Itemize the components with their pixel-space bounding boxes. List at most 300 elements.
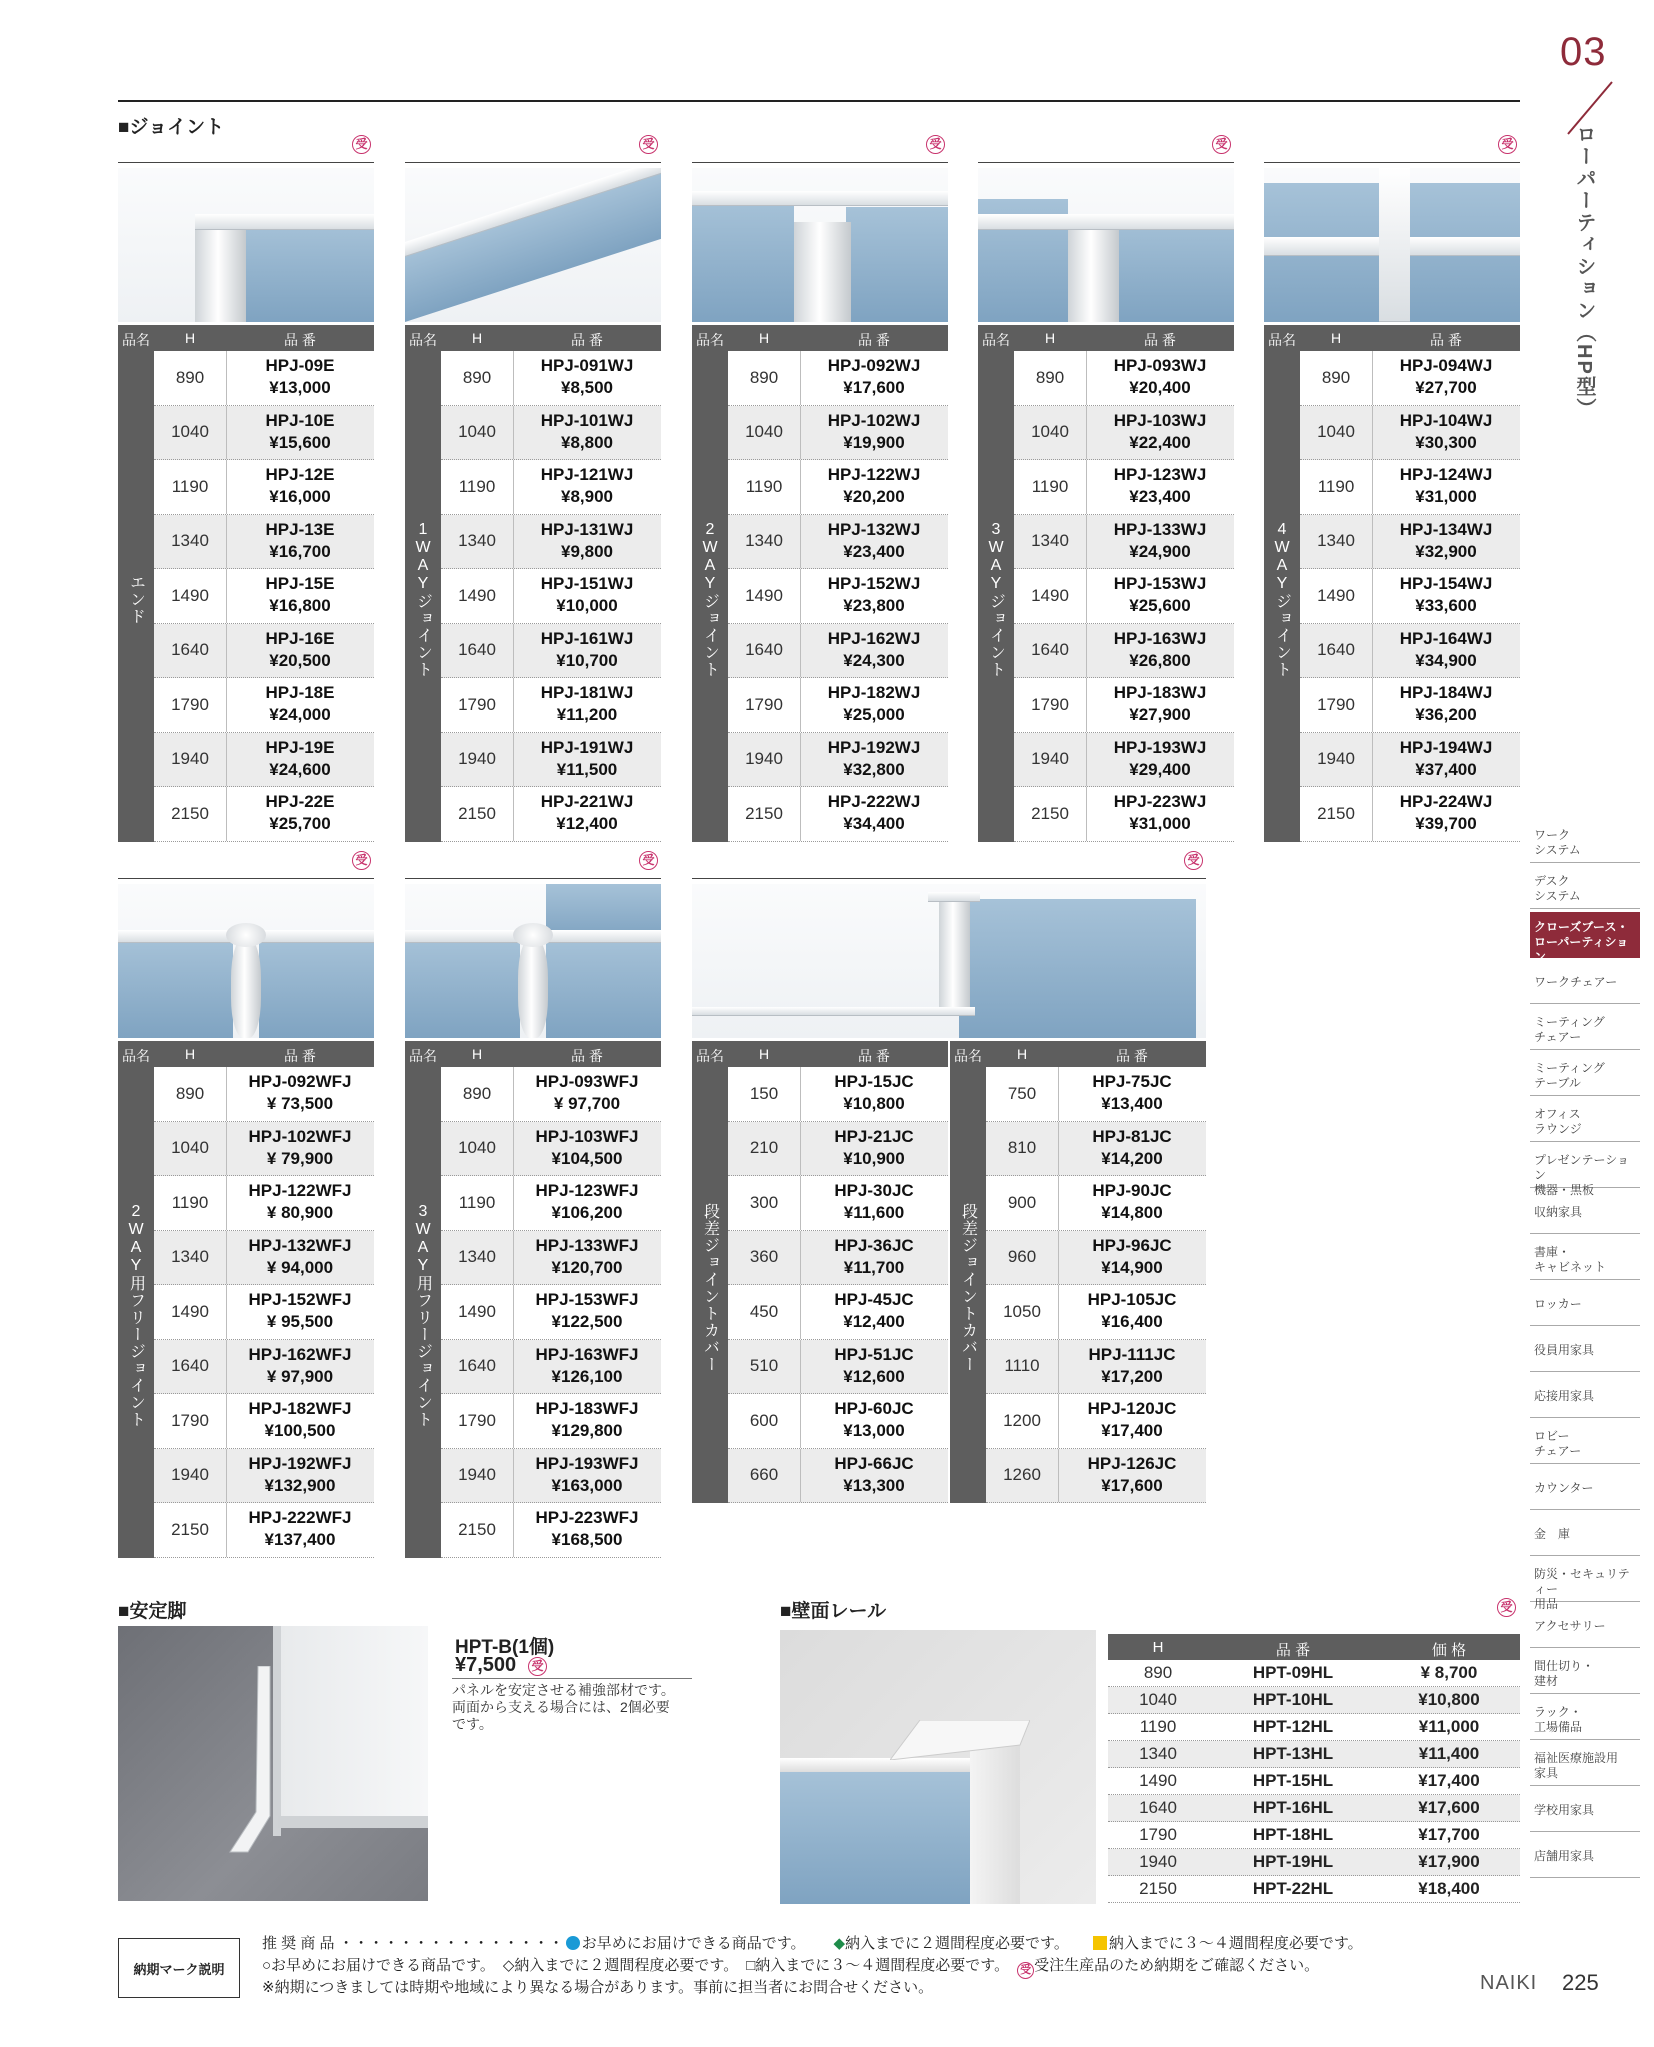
product-price: ¥13,400	[1101, 1094, 1163, 1113]
sidebar-label-line: カウンター	[1534, 1481, 1594, 1495]
header-h: H	[1330, 330, 1342, 346]
product-code: HPJ-111JC	[1088, 1344, 1176, 1364]
sidebar-label-line: 機器・黒板	[1534, 1183, 1595, 1197]
table-row	[441, 1067, 661, 1122]
table-row	[986, 1394, 1206, 1449]
table-row	[728, 1231, 948, 1286]
product-code: HPJ-092WJ	[827, 356, 921, 375]
table-row	[728, 406, 948, 461]
blue-dot-icon	[566, 1936, 580, 1950]
product-category-label: 段差ジョイントカバー	[950, 1067, 986, 1503]
height-value: 890	[749, 367, 779, 387]
sidebar-category-link[interactable]	[1530, 1513, 1640, 1556]
rail-header-code: 品 番	[1275, 1642, 1311, 1659]
stand-desc-line: パネルを安定させる補強部材です。	[452, 1682, 675, 1698]
product-code: HPT-10HL	[1252, 1690, 1334, 1709]
product-price: ¥27,900	[1129, 705, 1191, 724]
height-value: 1190	[458, 476, 496, 496]
height-value: 1260	[1003, 1465, 1041, 1485]
product-code: HPJ-102WFJ	[248, 1126, 352, 1146]
header-name: 品名	[122, 332, 150, 348]
product-table	[692, 325, 948, 842]
stand-photo	[118, 1626, 428, 1901]
product-category-label: 4WAYジョイント	[1264, 351, 1300, 842]
sidebar-category-link[interactable]	[1530, 1421, 1640, 1464]
sidebar-category-link[interactable]	[1530, 1467, 1640, 1510]
product-price: ¥24,000	[269, 705, 331, 724]
sidebar-label-line: 収納家具	[1534, 1205, 1583, 1219]
table-row	[1014, 460, 1234, 515]
product-code: HPJ-151WJ	[540, 574, 634, 593]
table-row	[728, 1394, 948, 1449]
product-price: ¥104,500	[551, 1148, 623, 1168]
product-code: HPJ-75JC	[1092, 1072, 1172, 1091]
sidebar-label-line: 用品	[1534, 1597, 1559, 1611]
sidebar-category-link[interactable]	[1530, 1283, 1640, 1326]
table-header	[692, 1041, 948, 1067]
product-price: ¥17,400	[1418, 1771, 1480, 1790]
height-value: 1640	[171, 640, 209, 660]
stand-desc-line: です。	[452, 1716, 493, 1732]
product-code: HPJ-15JC	[834, 1072, 914, 1091]
sidebar-category-link[interactable]	[1530, 961, 1640, 1004]
sidebar-category-link[interactable]	[1530, 1329, 1640, 1372]
product-code: HPJ-184WJ	[1399, 683, 1493, 702]
height-value: 890	[175, 1083, 205, 1103]
sidebar-label-line: オフィス	[1534, 1107, 1581, 1121]
product-code: HPJ-222WFJ	[248, 1508, 352, 1527]
made-to-order-badge: 受	[639, 851, 658, 870]
product-price: ¥39,700	[1415, 814, 1477, 833]
product-price: ¥16,400	[1101, 1312, 1163, 1331]
sidebar-category-link[interactable]	[1530, 1789, 1640, 1832]
sidebar-label-line: ラック・	[1534, 1705, 1582, 1719]
height-value: 1790	[171, 694, 209, 714]
height-value: 750	[1007, 1083, 1037, 1103]
product-price: ¥122,500	[551, 1312, 623, 1331]
section-title-stand: ■安定脚	[118, 1601, 187, 1622]
product-price: ¥126,100	[551, 1366, 623, 1386]
product-code: HPJ-60JC	[834, 1399, 914, 1418]
height-value: 1940	[1031, 749, 1069, 769]
sidebar-label-line: クローズブース・	[1534, 920, 1629, 934]
height-value: 2150	[745, 803, 783, 823]
product-code: HPJ-194WJ	[1399, 737, 1493, 757]
height-value: 1190	[1139, 1717, 1177, 1736]
sidebar-label-line: ミーティング	[1534, 1061, 1605, 1075]
sidebar-label-line: 役員用家具	[1534, 1343, 1595, 1357]
product-code: HPJ-093WFJ	[535, 1072, 639, 1091]
product-code: HPJ-192WFJ	[248, 1453, 352, 1473]
product-price: ¥14,200	[1101, 1148, 1163, 1168]
height-value: 1040	[171, 422, 209, 442]
product-price: ¥23,400	[1129, 487, 1191, 506]
header-name: 品名	[409, 1048, 437, 1064]
stand-description	[452, 1682, 675, 1733]
header-code: 品 番	[284, 332, 316, 348]
product-photo	[978, 168, 1234, 322]
product-price: ¥14,900	[1101, 1257, 1163, 1277]
table-row	[986, 1067, 1206, 1122]
sidebar-category-link[interactable]	[1530, 1375, 1640, 1418]
product-price: ¥ 8,700	[1420, 1663, 1478, 1682]
top-rule	[118, 100, 1520, 102]
height-value: 890	[462, 1083, 492, 1103]
table-row	[986, 1122, 1206, 1177]
header-code: 品 番	[858, 1048, 890, 1064]
height-value: 1940	[171, 1465, 209, 1485]
table-row	[154, 733, 374, 788]
product-code: HPJ-103WJ	[1113, 410, 1207, 430]
sidebar-category-link[interactable]	[1530, 1835, 1640, 1878]
product-category-label: エンド	[118, 351, 154, 842]
table-row	[154, 1340, 374, 1395]
rail-photo	[780, 1630, 1096, 1904]
table-row	[441, 1340, 661, 1395]
height-value: 210	[749, 1138, 779, 1158]
product-price: ¥10,900	[843, 1148, 905, 1168]
sidebar-category-link[interactable]	[1530, 1145, 1640, 1197]
table-row	[441, 1122, 661, 1177]
height-value: 1490	[458, 585, 496, 605]
product-price: ¥25,600	[1129, 596, 1191, 615]
photo-rule	[692, 162, 948, 163]
product-price: ¥8,500	[561, 378, 613, 397]
height-value: 1940	[745, 749, 783, 769]
product-price: ¥ 79,900	[266, 1148, 334, 1168]
height-value: 1490	[458, 1301, 496, 1321]
height-value: 890	[462, 367, 492, 387]
table-row	[1108, 1849, 1520, 1876]
product-price: ¥13,000	[269, 378, 331, 397]
product-photo	[1264, 168, 1520, 322]
height-value: 1640	[171, 1356, 209, 1376]
table-row	[154, 624, 374, 679]
height-value: 1790	[1031, 694, 1069, 714]
height-value: 360	[749, 1247, 779, 1267]
sidebar-category-link[interactable]	[1530, 1237, 1640, 1280]
sidebar-label-line: ロッカー	[1534, 1297, 1582, 1311]
height-value: 900	[1007, 1192, 1037, 1212]
height-value: 890	[1321, 367, 1351, 387]
product-code: HPJ-183WJ	[1113, 683, 1207, 702]
sidebar-category-link[interactable]	[1530, 1697, 1640, 1740]
product-price: ¥17,900	[1418, 1852, 1480, 1871]
sidebar-category-link[interactable]	[1530, 820, 1640, 863]
product-price: ¥25,700	[269, 814, 331, 833]
table-row	[728, 787, 948, 842]
table-row	[154, 515, 374, 570]
product-photo	[692, 168, 948, 322]
stand-product-name: HPT-B(1個)	[455, 1637, 555, 1658]
legend-line-1	[262, 1932, 1363, 1953]
product-code: HPJ-126JC	[1087, 1453, 1177, 1473]
table-header	[978, 325, 1234, 351]
sidebar-label-line: ミーティング	[1534, 1015, 1605, 1029]
table-row	[441, 1231, 661, 1286]
green-diamond-icon: ◆	[833, 1935, 846, 1952]
product-price: ¥106,200	[551, 1203, 623, 1222]
product-price: ¥11,000	[1418, 1717, 1480, 1736]
product-code: HPJ-105JC	[1087, 1290, 1177, 1309]
product-price: ¥36,200	[1415, 705, 1477, 724]
table-row	[1300, 787, 1520, 842]
height-value: 1640	[458, 1356, 496, 1376]
table-header	[1264, 325, 1520, 351]
height-value: 150	[749, 1083, 779, 1103]
sidebar-category-link[interactable]	[1530, 1191, 1640, 1234]
product-code: HPJ-103WFJ	[535, 1126, 639, 1146]
sidebar-label-line: システム	[1534, 889, 1581, 903]
product-photo	[692, 884, 1206, 1038]
product-code: HPJ-122WJ	[827, 465, 921, 484]
sidebar-label-line: ローパーティション	[1534, 935, 1629, 964]
product-price: ¥29,400	[1129, 759, 1191, 779]
section-title-rail: ■壁面レール	[780, 1601, 887, 1622]
product-price: ¥12,400	[556, 814, 618, 833]
height-value: 1190	[171, 476, 209, 496]
sidebar-label-line: ワークチェアー	[1534, 975, 1618, 989]
table-row	[1300, 351, 1520, 406]
section-title-joint: ■ジョイント	[118, 117, 225, 138]
product-price: ¥168,500	[551, 1530, 623, 1549]
table-row	[1014, 787, 1234, 842]
table-row	[728, 460, 948, 515]
table-row	[154, 1394, 374, 1449]
stand-price: ¥7,500	[455, 1654, 517, 1676]
product-price: ¥ 97,700	[553, 1094, 621, 1113]
product-price: ¥ 80,900	[266, 1203, 334, 1222]
table-row	[441, 515, 661, 570]
product-price: ¥163,000	[551, 1475, 623, 1495]
stand-desc-line: 両面から支える場合には、2個必要	[452, 1699, 670, 1715]
legend-recommended: 推 奨 商 品 ・・・・・・・・・・・・・・・	[262, 1935, 564, 1952]
product-table	[118, 325, 374, 842]
product-table	[978, 325, 1234, 842]
header-code: 品 番	[571, 332, 603, 348]
legend-fast-outline: ○お早めにお届けできる商品です。	[262, 1957, 495, 1974]
rail-table-header	[1108, 1634, 1520, 1660]
product-price: ¥19,900	[843, 432, 905, 452]
table-row	[154, 787, 374, 842]
product-photo	[118, 168, 374, 322]
chapter-number: 03	[1560, 30, 1607, 74]
table-row	[728, 351, 948, 406]
product-code: HPJ-120JC	[1087, 1399, 1177, 1418]
height-value: 2150	[458, 1519, 496, 1539]
header-name: 品名	[954, 1048, 982, 1064]
made-to-order-badge: 受	[926, 135, 945, 154]
table-row	[441, 733, 661, 788]
made-to-order-badge: 受	[352, 851, 371, 870]
header-code: 品 番	[1430, 332, 1462, 348]
height-value: 1110	[1004, 1356, 1040, 1376]
height-value: 1490	[171, 585, 209, 605]
sidebar-category-link[interactable]	[1530, 1651, 1640, 1694]
table-row	[441, 1176, 661, 1231]
product-code: HPJ-182WJ	[827, 683, 921, 702]
table-row	[1108, 1795, 1520, 1822]
height-value: 1040	[458, 422, 496, 442]
product-price: ¥10,800	[1418, 1690, 1480, 1709]
header-h: H	[184, 330, 196, 346]
product-code: HPJ-132WFJ	[248, 1235, 352, 1255]
height-value: 890	[175, 367, 205, 387]
product-price: ¥16,800	[269, 596, 331, 615]
product-code: HPJ-152WFJ	[248, 1290, 352, 1309]
product-price: ¥12,400	[843, 1312, 905, 1331]
product-price: ¥132,900	[264, 1475, 336, 1495]
legend-3-4weeks-outline: □納入までに３～４週間程度必要です。	[746, 1957, 1010, 1974]
height-value: 510	[749, 1356, 779, 1376]
product-code: HPJ-191WJ	[540, 737, 634, 757]
product-price: ¥20,500	[269, 650, 331, 670]
height-value: 1200	[1003, 1410, 1041, 1430]
product-category-label: 2WAYジョイント	[692, 351, 728, 842]
product-price: ¥34,400	[843, 814, 905, 833]
product-price: ¥16,000	[269, 487, 331, 506]
height-value: 1340	[171, 1247, 209, 1267]
product-price: ¥31,000	[1129, 814, 1191, 833]
header-name: 品名	[122, 1048, 150, 1064]
height-value: 1340	[171, 531, 209, 551]
table-row	[728, 1340, 948, 1395]
sidebar-category-link[interactable]	[1530, 1053, 1640, 1096]
sidebar-category-link[interactable]	[1530, 1605, 1640, 1648]
product-code: HPJ-132WJ	[827, 519, 921, 539]
header-h: H	[1044, 330, 1056, 346]
height-value: 1490	[171, 1301, 209, 1321]
header-name: 品名	[409, 332, 437, 348]
height-value: 1190	[1031, 476, 1069, 496]
sidebar-category-link[interactable]	[1530, 1743, 1640, 1786]
made-to-order-badge: 受	[1184, 851, 1203, 870]
sidebar-label-line: 店舗用家具	[1534, 1849, 1595, 1863]
sidebar-category-link[interactable]	[1530, 866, 1640, 909]
product-price: ¥34,900	[1415, 650, 1477, 670]
table-header	[118, 1041, 374, 1067]
product-code: HPT-18HL	[1252, 1825, 1334, 1844]
legend-box	[118, 1938, 240, 1998]
table-row	[441, 1449, 661, 1504]
product-price: ¥14,800	[1101, 1203, 1163, 1222]
table-row	[1108, 1768, 1520, 1795]
photo-rule	[1264, 162, 1520, 163]
table-row	[728, 569, 948, 624]
product-code: HPJ-15E	[265, 574, 335, 593]
made-to-order-badge: 受	[639, 135, 658, 154]
height-value: 1490	[1031, 585, 1069, 605]
product-price: ¥ 73,500	[266, 1094, 334, 1113]
table-row	[728, 733, 948, 788]
table-row	[441, 678, 661, 733]
product-code: HPJ-192WJ	[827, 737, 921, 757]
header-h: H	[184, 1046, 196, 1062]
height-value: 1490	[1139, 1771, 1177, 1790]
product-code: HPJ-161WJ	[540, 628, 634, 648]
product-code: HPJ-13E	[265, 519, 335, 539]
height-value: 960	[1007, 1247, 1037, 1267]
product-price: ¥11,600	[843, 1203, 905, 1222]
table-header	[118, 325, 374, 351]
table-row	[986, 1285, 1206, 1340]
height-value: 2150	[171, 1519, 209, 1539]
sidebar-category-link[interactable]	[1530, 1099, 1640, 1142]
table-row	[728, 1067, 948, 1122]
height-value: 1340	[458, 1247, 496, 1267]
product-code: HPJ-96JC	[1092, 1235, 1172, 1255]
product-photo	[118, 884, 374, 1038]
photo-rule	[405, 162, 661, 163]
table-row	[441, 787, 661, 842]
height-value: 2150	[1317, 803, 1355, 823]
product-code: HPT-16HL	[1252, 1798, 1334, 1817]
made-to-order-badge: 受	[528, 1657, 547, 1676]
product-price: ¥31,000	[1415, 487, 1477, 506]
table-row	[1300, 733, 1520, 788]
height-value: 1340	[1317, 531, 1355, 551]
product-price: ¥10,800	[843, 1094, 905, 1113]
product-code: HPT-09HL	[1252, 1663, 1334, 1682]
product-code: HPJ-092WFJ	[248, 1072, 352, 1091]
product-price: ¥24,900	[1129, 541, 1191, 561]
height-value: 1490	[745, 585, 783, 605]
product-price: ¥20,200	[843, 487, 905, 506]
height-value: 1790	[745, 694, 783, 714]
table-row	[441, 406, 661, 461]
table-row	[1108, 1741, 1520, 1768]
product-code: HPJ-102WJ	[827, 410, 921, 430]
product-code: HPJ-093WJ	[1113, 356, 1207, 375]
product-category-label: 段差ジョイントカバー	[692, 1067, 728, 1503]
yellow-square-icon	[1093, 1936, 1107, 1950]
product-code: HPJ-182WFJ	[248, 1399, 352, 1418]
product-price: ¥17,600	[1418, 1798, 1480, 1817]
table-row	[728, 1285, 948, 1340]
product-price: ¥13,300	[843, 1475, 905, 1495]
sidebar-label-line: 福祉医療施設用	[1534, 1751, 1619, 1765]
product-price: ¥8,800	[561, 432, 613, 452]
sidebar-category-link[interactable]	[1530, 912, 1640, 964]
sidebar-category-link[interactable]	[1530, 1007, 1640, 1050]
height-value: 1790	[458, 1410, 496, 1430]
product-category-label: 2WAY用フリージョイント	[118, 1067, 154, 1558]
made-to-order-badge: 受	[1212, 135, 1231, 154]
table-row	[1300, 678, 1520, 733]
height-value: 1190	[1317, 476, 1355, 496]
product-price: ¥17,600	[1101, 1475, 1163, 1495]
table-header	[405, 325, 661, 351]
table-row	[441, 1285, 661, 1340]
product-code: HPJ-134WJ	[1399, 519, 1493, 539]
height-value: 1040	[745, 422, 783, 442]
product-code: HPJ-152WJ	[827, 574, 921, 593]
legend-note: ※納期につきましては時期や地域により異なる場合があります。事前に担当者にお問合せください。	[262, 1979, 934, 1996]
product-code: HPJ-66JC	[834, 1453, 914, 1473]
table-row	[154, 1122, 374, 1177]
product-code: HPJ-133WFJ	[535, 1235, 639, 1255]
product-code: HPJ-181WJ	[540, 683, 634, 702]
vertical-chapter-title: ローパーティション（HP型）	[1573, 124, 1595, 420]
header-code: 品 番	[1144, 332, 1176, 348]
product-price: ¥137,400	[264, 1530, 336, 1549]
height-value: 1050	[1003, 1301, 1041, 1321]
sidebar-category-link[interactable]	[1530, 1559, 1640, 1611]
height-value: 1040	[458, 1138, 496, 1158]
height-value: 1340	[1031, 531, 1069, 551]
table-row	[1300, 624, 1520, 679]
table-row	[1014, 569, 1234, 624]
